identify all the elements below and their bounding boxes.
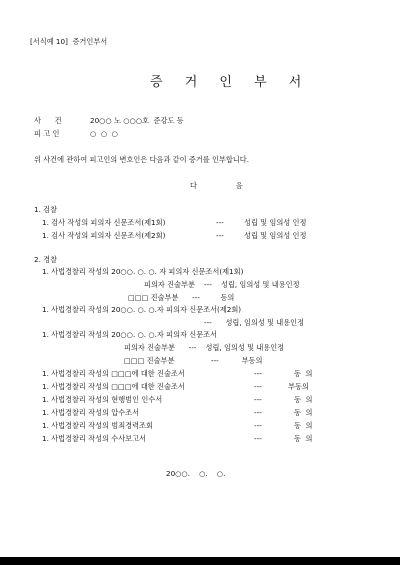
form-label: [서식예 10] 증거인부서 (30, 37, 108, 46)
item-separator: --- (254, 421, 262, 430)
item-status: 동 의 (294, 369, 313, 378)
item-separator: --- (254, 434, 262, 443)
item-text: 1. 사법경찰리 작성의 □□□에 대한 진술조서 (42, 382, 185, 391)
item-status: 성립 및 임의성 인정 (244, 218, 307, 227)
item-status: 동 의 (294, 408, 313, 417)
item-separator: --- (254, 382, 262, 391)
item-detail: □□□ 진술부분 --- 동의 (128, 293, 235, 302)
item-separator: --- (254, 408, 262, 417)
item-text: 1. 검사 작성의 피의자 신문조서(제1회) (42, 218, 166, 227)
item-text: 1. 검사 작성의 피의자 신문조서(제2회) (42, 231, 166, 240)
item-text: 1. 사법경찰리 작성의 수사보고서 (42, 434, 146, 443)
item-separator: --- (216, 231, 224, 240)
intro-paragraph: 위 사건에 관하여 피고인의 변호인은 다음과 같이 증거를 인부합니다. (34, 155, 249, 164)
item-separator: --- (254, 395, 262, 404)
item-detail: □□□ 진술부분 --- 부동의 (124, 356, 263, 365)
item-status: 부동의 (288, 382, 309, 391)
defendant-value: ○ ○ ○ (90, 129, 118, 138)
next-heading: 다 음 (190, 181, 243, 190)
section-heading-prosecution: 1. 검찰 (34, 205, 58, 214)
item-text: 1. 사법경찰리 작성의 □□□에 대한 진술조서 (42, 369, 185, 378)
item-status: 동 의 (294, 434, 313, 443)
section-heading-police: 2. 경찰 (34, 255, 58, 264)
page-title: 증 거 인 부 서 (150, 75, 311, 90)
item-status: 동 의 (294, 395, 313, 404)
bottom-border (0, 557, 400, 565)
document-date: 20○○. ○. ○. (166, 469, 226, 478)
item-separator: --- (216, 218, 224, 227)
item-status: 성립 및 임의성 인정 (244, 231, 307, 240)
item-separator: --- (254, 369, 262, 378)
item-detail: --- 성립, 임의성 및 내용인정 (204, 318, 305, 327)
item-status: 동 의 (294, 421, 313, 430)
item-text: 1. 사법경찰리 작성의 20○○. ○. ○. 자 피의자 신문조서(제1회) (42, 267, 244, 276)
item-text: 1. 사법경찰리 작성의 20○○. ○. ○.자 피의자 신문조서 (42, 330, 218, 339)
item-text: 1. 사법경찰리 작성의 현행범인 인수서 (42, 395, 163, 404)
item-detail: 피의자 진술부분 --- 성립, 임의성 및 내용인정 (144, 280, 300, 289)
item-detail: 피의자 진술부분 --- 성립, 임의성 및 내용인정 (124, 343, 285, 352)
case-value: 20○○ 노 ○○○호 준강도 등 (90, 116, 184, 125)
item-text: 1. 사법경찰리 작성의 범죄경력조회 (42, 421, 153, 430)
item-text: 1. 사법경찰리 작성의 20○○. ○. ○.자 피의자 신문조서(제2회) (42, 305, 242, 314)
defendant-label: 피 고 인 (34, 129, 60, 138)
case-label: 사 건 (34, 116, 62, 125)
item-text: 1. 사법경찰리 작성의 압수조서 (42, 408, 140, 417)
